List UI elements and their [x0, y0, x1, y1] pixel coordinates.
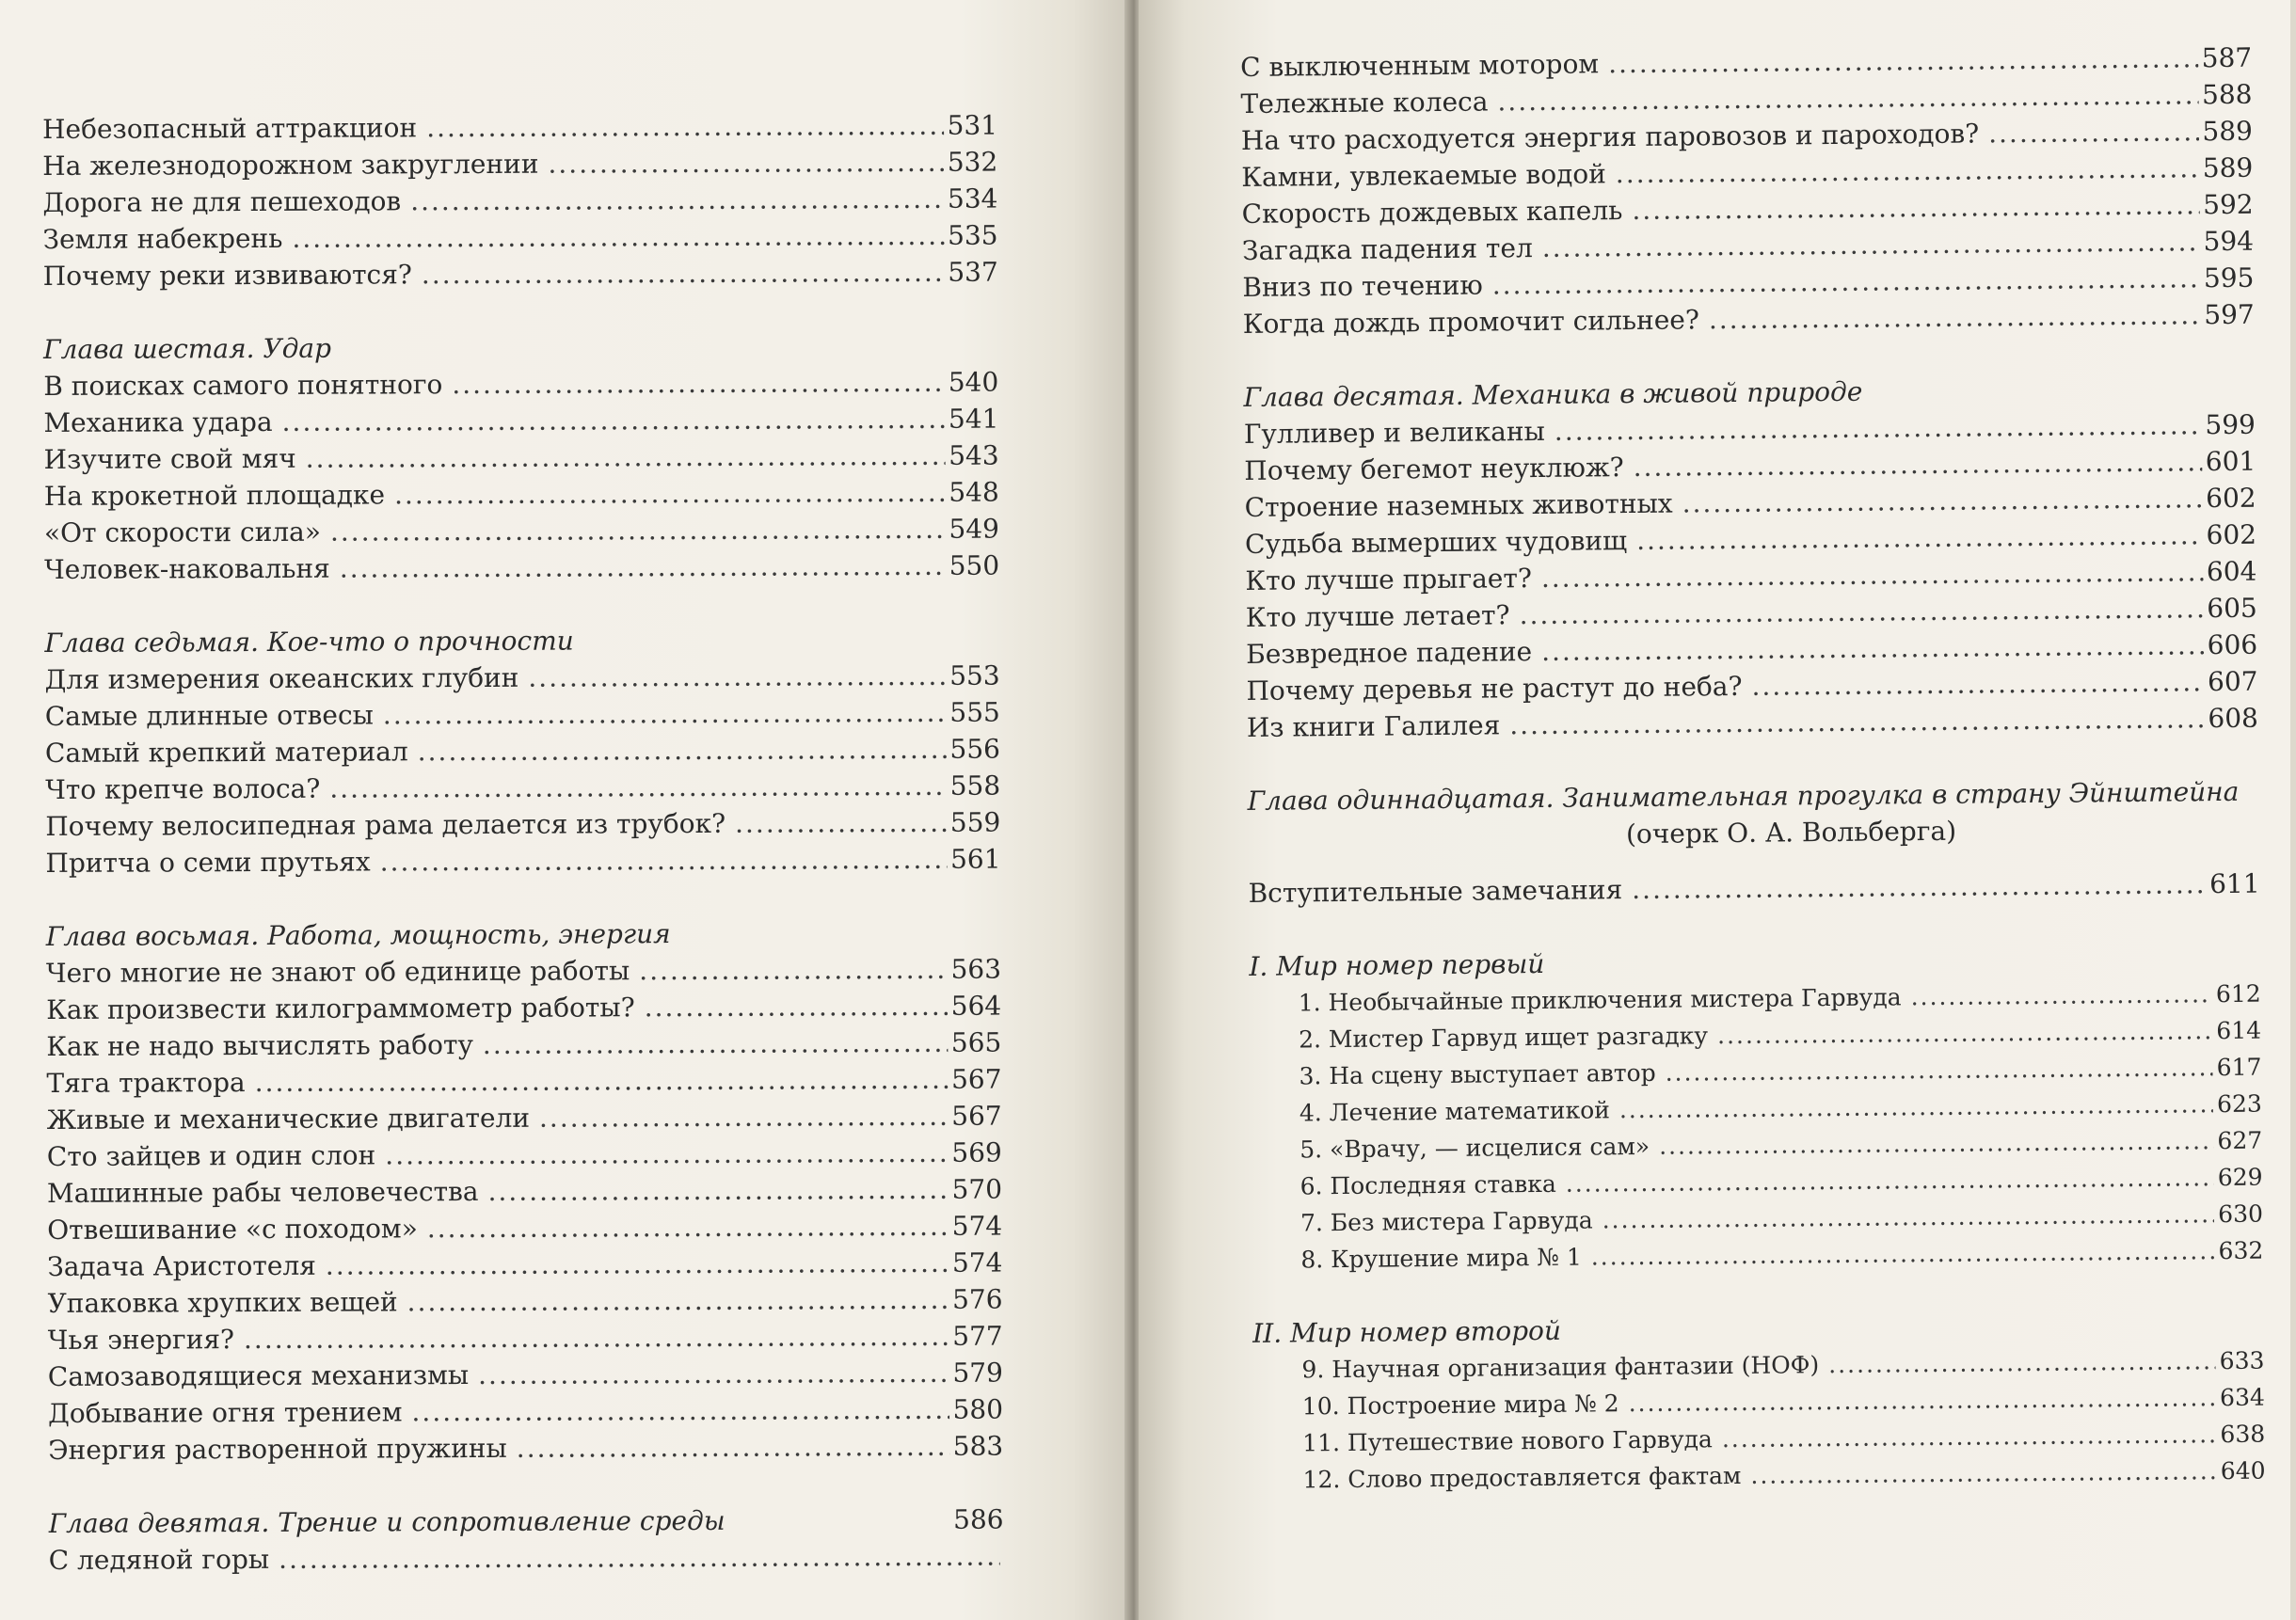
toc-entry: Отвешивание «с походом» ..... 574 [47, 1208, 1002, 1248]
toc-entry: Притча о семи прутьях ..... 561 [45, 841, 1000, 881]
toc-entry: Скорость дождевых капель ..... 592 [1241, 186, 2253, 232]
toc-entry: 9. Научная организация фантазии (НОФ) ..... 633 [1252, 1342, 2264, 1389]
toc-entry: Живые и механические двигатели ..... 567 [47, 1098, 1002, 1138]
toc-entry: Судьба вымерших чудовищ ..... 602 [1245, 516, 2256, 563]
toc-entry: Тяга трактора ..... 567 [46, 1061, 1001, 1102]
section-heading: II. Мир номер второй [1252, 1314, 1562, 1349]
toc-entry: Самозаводящиеся механизмы ..... 579 [48, 1355, 1003, 1395]
toc-entry: Почему деревья не растут до неба? ..... 607 [1246, 663, 2257, 709]
toc-entry: Из книги Галилея ..... 608 [1247, 700, 2258, 746]
toc-entry: Человек-наковальня ..... 550 [44, 548, 999, 588]
toc-entry: Загадка падения тел ..... 594 [1242, 223, 2254, 269]
left-page [0, 0, 1129, 1620]
chapter-heading: Глава восьмая. Работа, мощность, энергия [45, 918, 671, 952]
toc-entry: Чья энергия? ..... 577 [48, 1318, 1003, 1358]
toc-entry: Машинные рабы человечества ..... 570 [47, 1171, 1002, 1212]
chapter-heading: Глава одиннадцатая. Занимательная прогулка в страну Эйнштейна [1247, 775, 2240, 817]
toc-entry: 3. На сцену выступает автор ..... 617 [1250, 1049, 2261, 1095]
toc-entry: Почему реки извиваются? ..... 537 [43, 254, 998, 294]
toc-entry: 4. Лечение математикой ..... 623 [1251, 1086, 2262, 1132]
toc-entry: Земля набекрень ..... 535 [43, 217, 998, 258]
toc-entry: Тележные колеса ..... 588 [1240, 76, 2252, 122]
toc-entry: Самые длинные отвесы ..... 555 [45, 694, 1000, 735]
toc-entry: Изучите свой мяч ..... 543 [44, 437, 999, 478]
toc-entry: 7. Без мистера Гарвуда ..... 630 [1252, 1196, 2263, 1242]
toc-entry: 8. Крушение мира № 1 ..... 632 [1252, 1232, 2263, 1279]
toc-entry: Механика удара ..... 541 [43, 401, 998, 441]
toc-entry: С выключенным мотором ..... 587 [1240, 40, 2252, 86]
toc-entry: 11. Путешествие нового Гарвуда ..... 638 [1253, 1416, 2265, 1462]
toc-entry: Строение наземных животных ..... 602 [1244, 480, 2256, 526]
toc-entry: Энергия растворенной пружины ..... 583 [48, 1428, 1003, 1469]
toc-entry: Дорога не для пешеходов ..... 534 [42, 181, 997, 221]
toc-entry: Чего многие не знают об единице работы ..... 563 [46, 951, 1001, 992]
toc-entry: Вступительные замечания ..... 611 [1248, 866, 2259, 912]
toc-entry: Самый крепкий материал ..... 556 [45, 731, 1000, 771]
toc-entry: Сто зайцев и один слон ..... 569 [47, 1135, 1002, 1175]
toc-right [1240, 40, 2266, 1499]
toc-entry: «От скорости сила» ..... 549 [44, 511, 999, 551]
toc-entry: 2. Мистер Гарвуд ищет разгадку ..... 614 [1250, 1012, 2261, 1058]
toc-entry: С ледяной горы ..... [49, 1538, 1004, 1579]
toc-entry: 5. «Врачу, — исцелися сам» ..... 627 [1251, 1122, 2262, 1168]
toc-entry: Задача Аристотеля ..... 574 [47, 1245, 1002, 1285]
toc-entry: Небезопасный аттракцион ..... 531 [42, 107, 997, 148]
toc-entry: Что крепче волоса? ..... 558 [45, 768, 1000, 808]
chapter-heading: Глава девятая. Трение и сопротивление среды 586 [48, 1503, 1004, 1539]
toc-entry: В поисках самого понятного ..... 540 [43, 364, 998, 405]
toc-entry: Кто лучше прыгает? ..... 604 [1245, 553, 2256, 599]
toc-entry: На железнодорожном закруглении ..... 532 [42, 144, 997, 184]
toc-entry: Почему бегемот неуклюж? ..... 601 [1244, 443, 2256, 489]
toc-entry: Когда дождь промочит сильнее? ..... 597 [1243, 296, 2255, 342]
toc-left [42, 107, 1004, 1579]
toc-entry: 10. Построение мира № 2 ..... 634 [1253, 1379, 2265, 1425]
toc-entry: 12. Слово предоставляется фактам ..... 640 [1253, 1453, 2265, 1499]
toc-entry: Почему велосипедная рама делается из трубок? ..... 559 [45, 804, 1000, 845]
toc-entry: Как произвести килограммометр работы? ..... 564 [46, 988, 1001, 1028]
chapter-heading: Глава шестая. Удар [43, 332, 332, 365]
toc-entry: Как не надо вычислять работу ..... 565 [46, 1024, 1001, 1065]
toc-entry: Кто лучше летает? ..... 605 [1246, 590, 2257, 636]
toc-entry: На что расходуется энергия паровозов и пароходов? ..... 589 [1241, 113, 2253, 159]
toc-entry: Гулливер и великаны ..... 599 [1244, 406, 2256, 453]
section-heading: I. Мир номер первый [1249, 947, 1545, 982]
toc-entry: На крокетной площадке ..... 548 [44, 474, 999, 515]
toc-entry: Для измерения океанских глубин ..... 553 [45, 658, 1000, 698]
entries-a [42, 107, 998, 294]
toc-entry: Вниз по течению ..... 595 [1242, 260, 2254, 306]
toc-entry: Упаковка хрупких вещей ..... 576 [47, 1281, 1002, 1322]
toc-entry: 6. Последняя ставка ..... 629 [1251, 1159, 2262, 1205]
toc-entry: 1. Необычайные приключения мистера Гарвуда ..... 612 [1250, 976, 2261, 1022]
toc-entry: Добывание огня трением ..... 580 [48, 1391, 1003, 1432]
toc-entry: Безвредное падение ..... 606 [1246, 627, 2257, 673]
chapter-heading: Глава седьмая. Кое-что о прочности [44, 625, 574, 659]
chapter-subtitle: (очерк О. А. Вольберга) [1625, 815, 1957, 850]
chapter-heading: Глава десятая. Механика в живой природе [1243, 375, 1863, 413]
toc-entry: Камни, увлекаемые водой ..... 589 [1241, 150, 2253, 196]
page-edge [2290, 0, 2296, 1620]
